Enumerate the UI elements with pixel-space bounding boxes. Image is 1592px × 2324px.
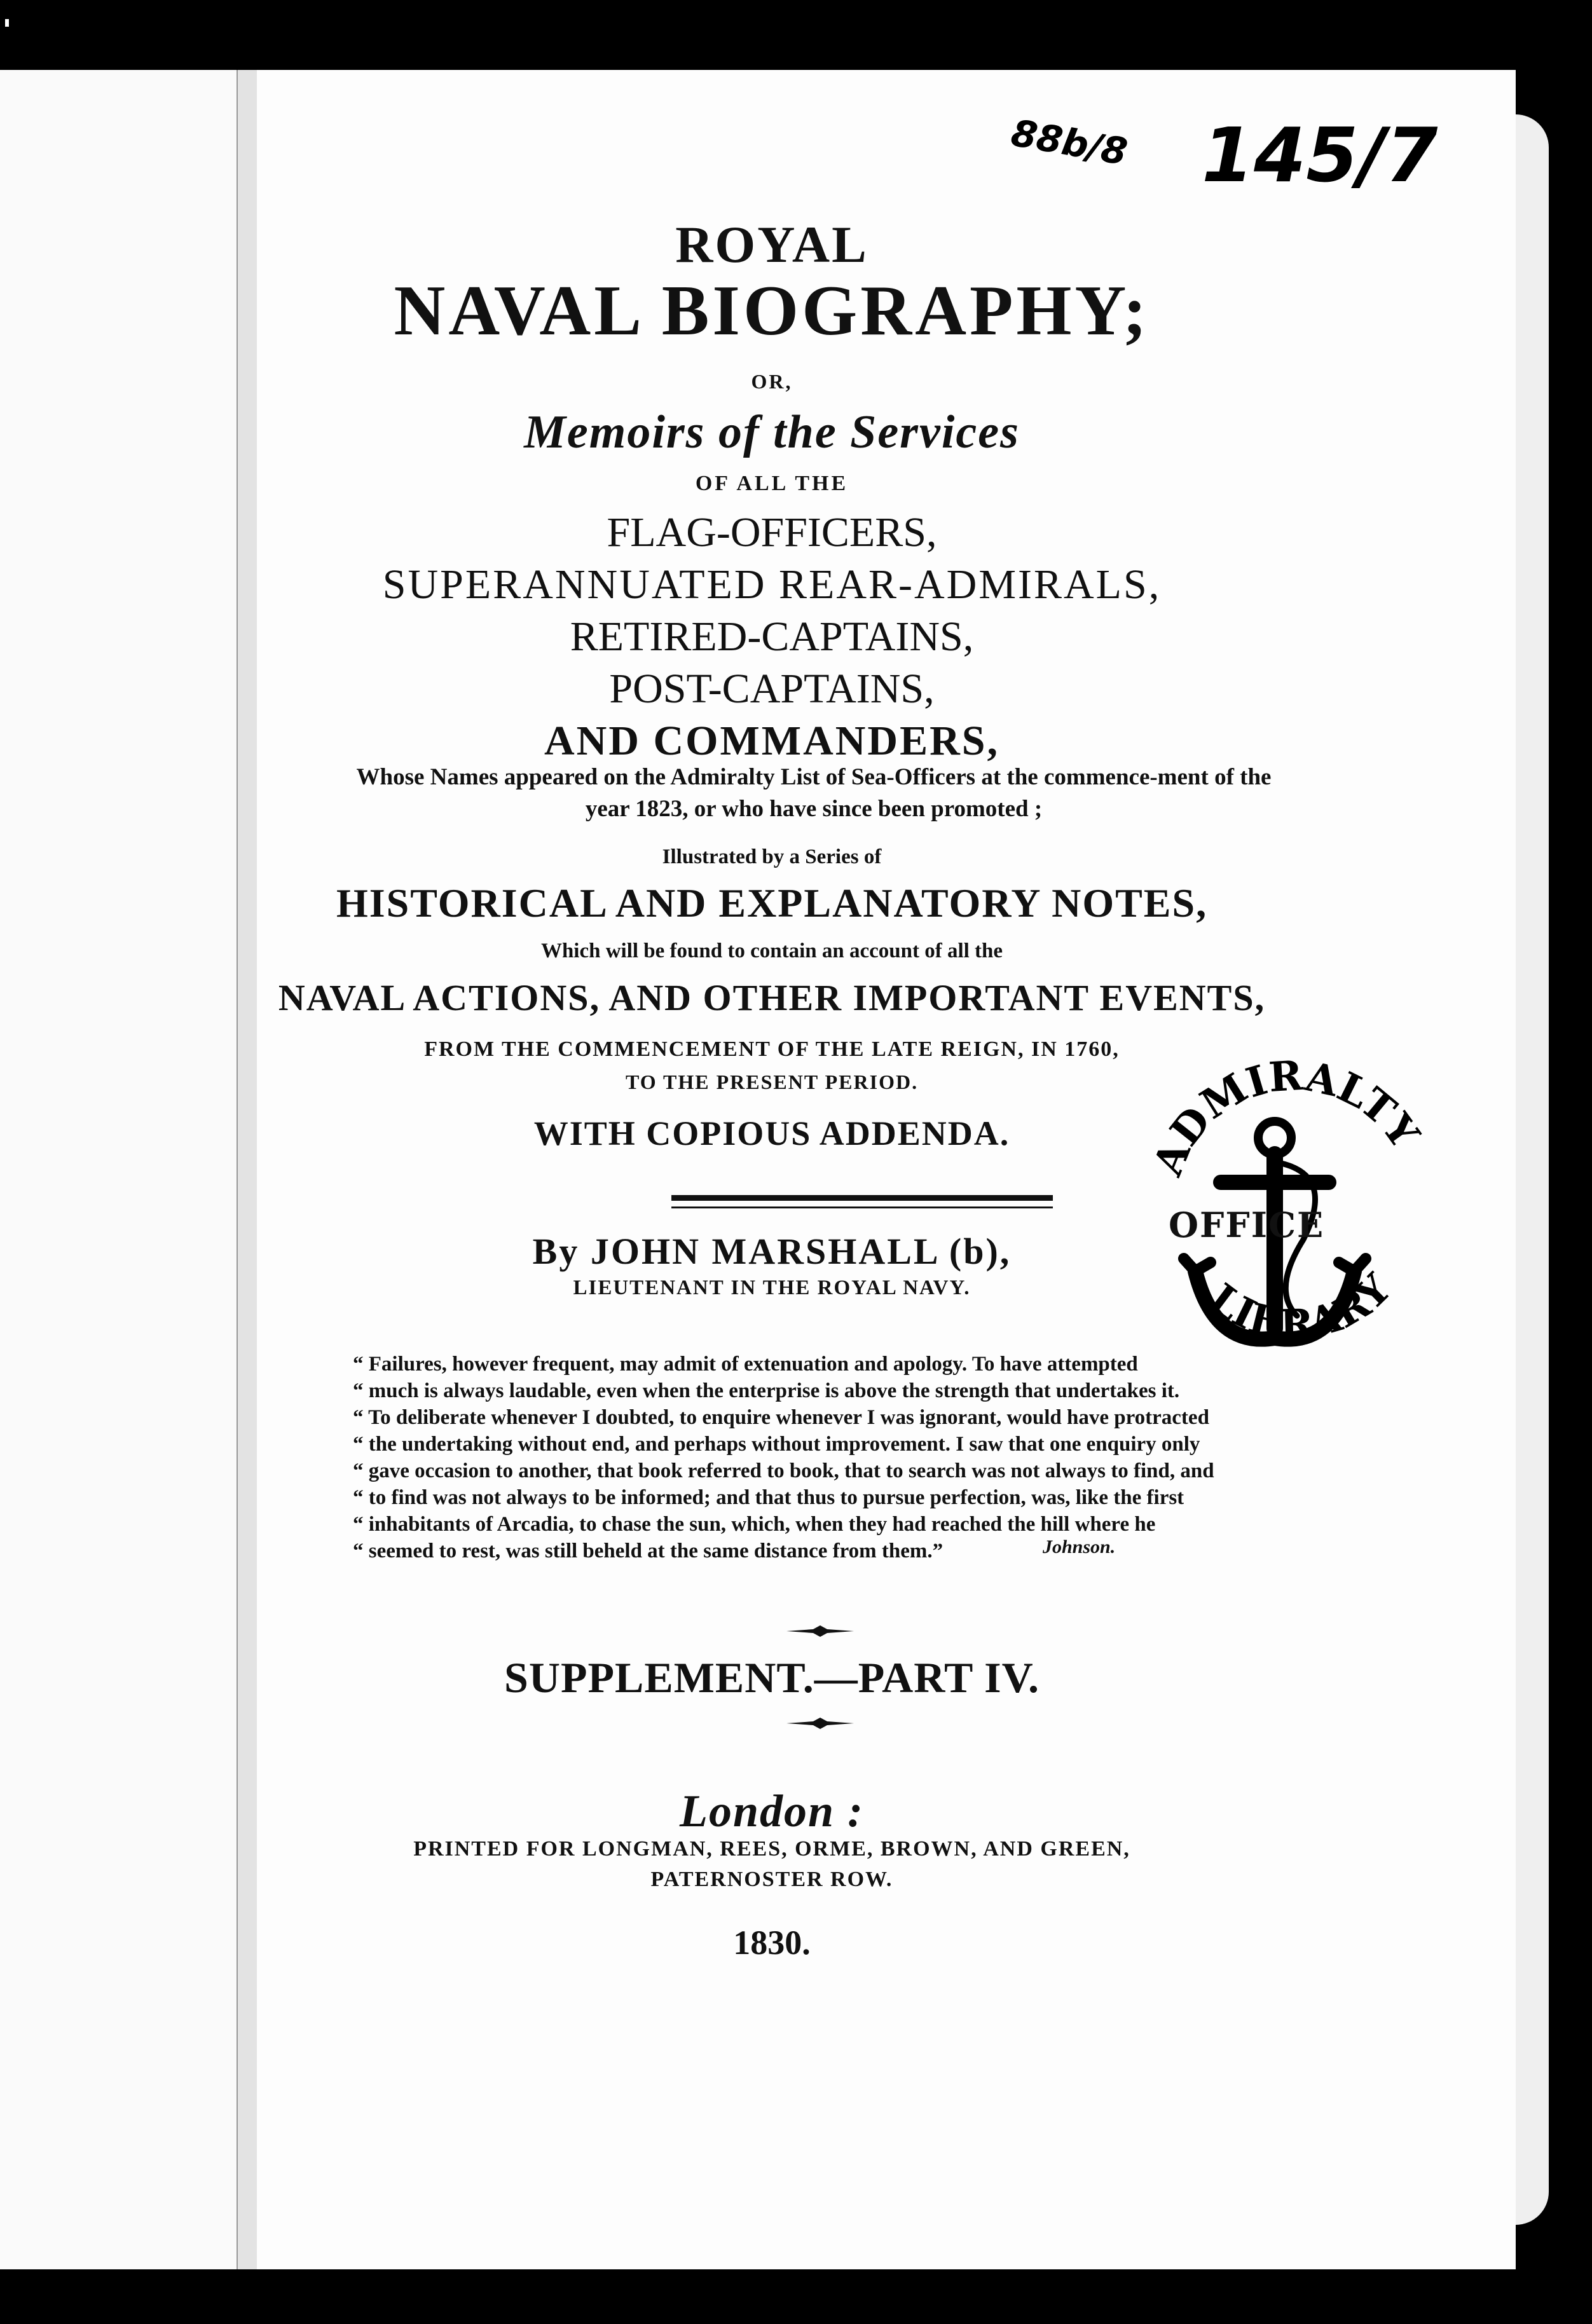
imprint-printer: PRINTED FOR LONGMAN, REES, ORME, BROWN, AND GREEN,	[413, 1837, 1130, 1861]
rank-line-5: AND COMMANDERS,	[544, 718, 999, 764]
title-or: OR,	[751, 370, 793, 393]
copious-addenda-line: WITH COPIOUS ADDENDA.	[533, 1114, 1010, 1152]
epigraph-line: “ seemed to rest, was still beheld at the same distance from them.”	[353, 1540, 944, 1562]
double-rule-thick	[671, 1195, 1053, 1201]
double-rule-thin	[671, 1206, 1053, 1208]
epigraph-line: “ inhabitants of Arcadia, to chase the sun, which, when they had reached the hill where he	[353, 1513, 1156, 1536]
ornament-divider-bottom	[785, 1716, 855, 1730]
epigraph-line: “ To deliberate whenever I doubted, to enquire whenever I was ignorant, would have protracted	[353, 1406, 1209, 1429]
subtitle-blackletter: Memoirs of the Services	[524, 406, 1020, 458]
epigraph-attribution: Johnson.	[1043, 1536, 1116, 1557]
title-line-1: ROYAL	[675, 215, 868, 273]
rank-line-3: RETIRED-CAPTAINS,	[570, 613, 974, 660]
illustrated-line: Illustrated by a Series of	[662, 845, 882, 868]
whose-names-paragraph: Whose Names appeared on the Admiralty List of Sea-Officers at the commence-ment of the year 1823, or who have since been promoted ;	[356, 764, 1272, 822]
book-gutter	[237, 70, 258, 2269]
manuscript-shelfmark-small: 88b/8	[1008, 111, 1131, 174]
manuscript-shelfmark-large: 145/7	[1202, 111, 1438, 199]
epigraph-line: “ gave occasion to another, that book referred to book, that to search was not always to find, and	[353, 1459, 1214, 1482]
imprint-address: PATERNOSTER ROW.	[650, 1868, 893, 1891]
scan-tick-mark	[5, 19, 9, 27]
page-edge	[1516, 114, 1549, 2225]
rank-line-4: POST-CAPTAINS,	[609, 666, 935, 712]
supplement-heading: SUPPLEMENT.—PART IV.	[504, 1653, 1040, 1702]
rank-line-1: FLAG-OFFICERS,	[607, 509, 937, 556]
epigraph-line: “ much is always laudable, even when the enterprise is above the strength that undertakes it.	[353, 1379, 1180, 1402]
imprint-city: London :	[679, 1786, 865, 1836]
stamp-bottom-arc-text: LIBRARY	[1200, 1265, 1401, 1350]
epigraph-line: “ the undertaking without end, and perhaps without improvement. I saw that one enquiry only	[353, 1433, 1200, 1456]
ornament-divider-top	[785, 1624, 855, 1638]
epigraph-line: “ Failures, however frequent, may admit of extenuation and apology. To have attempted	[353, 1353, 1138, 1376]
facing-page	[0, 70, 237, 2269]
naval-actions-heading: NAVAL ACTIONS, AND OTHER IMPORTANT EVENTS,	[278, 977, 1266, 1018]
main-title: NAVAL BIOGRAPHY;	[394, 271, 1150, 350]
of-all-the: OF ALL THE	[695, 472, 849, 495]
author-rank: LIEUTENANT IN THE ROYAL NAVY.	[573, 1276, 971, 1299]
rank-line-2: SUPERANNUATED REAR-ADMIRALS,	[382, 561, 1162, 608]
stamp-top-arc-text: ADMIRALTY	[1144, 1051, 1429, 1182]
author-byline: By JOHN MARSHALL (b),	[532, 1231, 1012, 1272]
imprint-year: 1830.	[733, 1924, 811, 1962]
historical-notes-heading: HISTORICAL AND EXPLANATORY NOTES,	[336, 880, 1208, 926]
epigraph	[353, 1351, 1281, 1564]
stamp-middle-text: OFFICE	[1169, 1205, 1325, 1245]
from-commencement-line: FROM THE COMMENCEMENT OF THE LATE REIGN, IN 1760,	[424, 1037, 1120, 1061]
epigraph-line: “ to find was not always to be informed; and that thus to pursue perfection, was, like the first	[353, 1486, 1184, 1509]
to-present-line: TO THE PRESENT PERIOD.	[625, 1070, 919, 1093]
which-will-line: Which will be found to contain an account of all the	[540, 940, 1003, 962]
